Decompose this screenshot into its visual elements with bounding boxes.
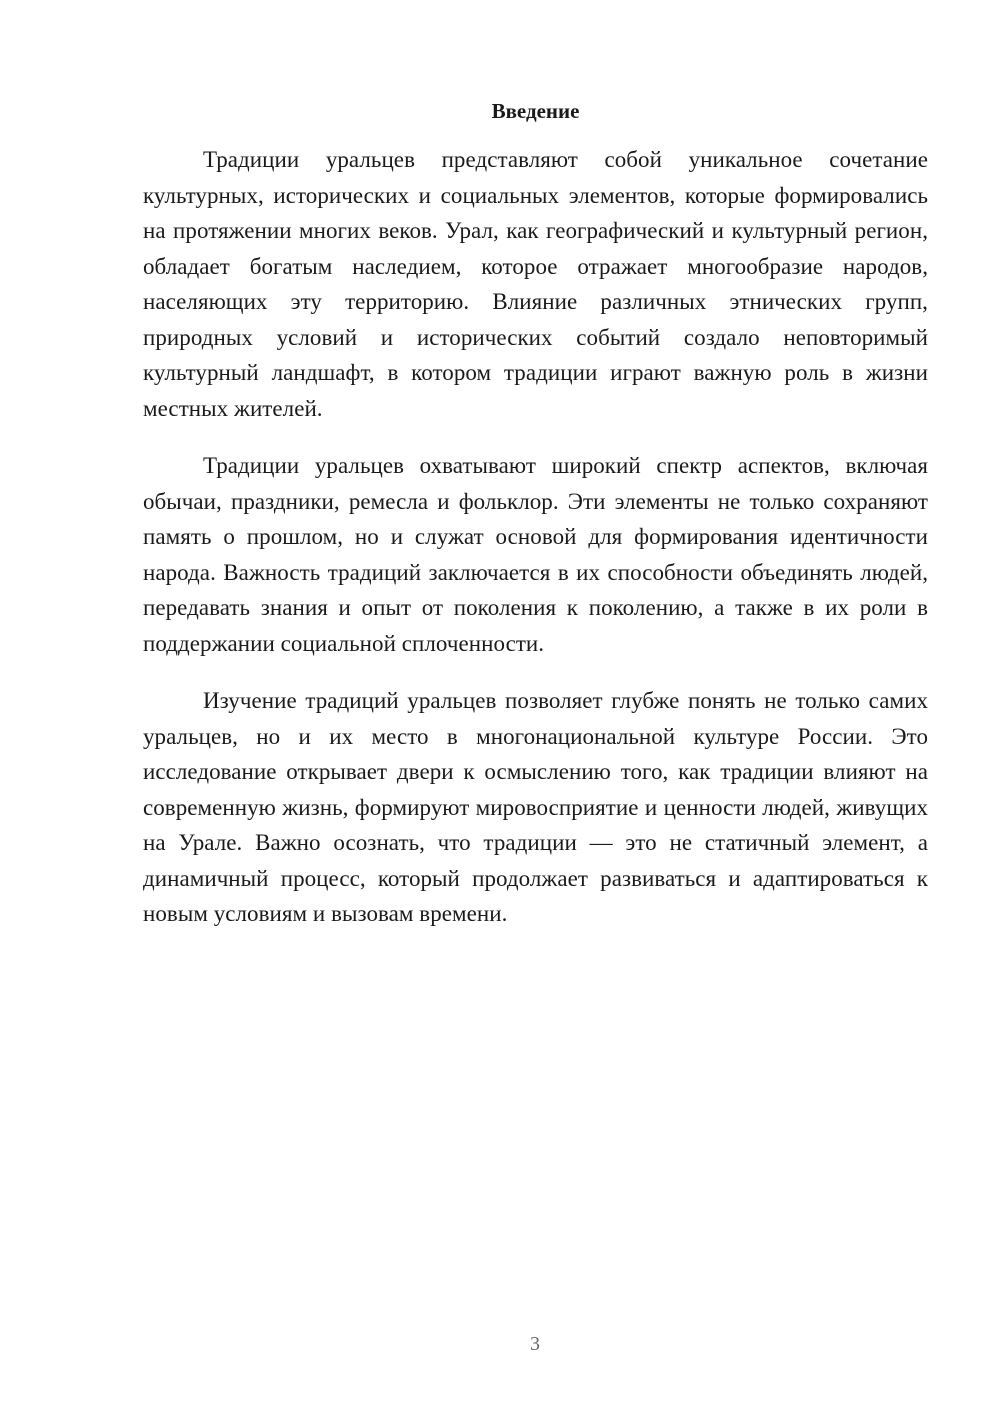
page-title: Введение — [491, 99, 580, 123]
document-body — [143, 142, 928, 954]
paragraph-3: Изучение традиций уральцев позволяет глубже понять не только самих уральцев, но и их место в многонациональной культуре России. Это исследование открывает двери к осмыслению того, как традиции влияют на современную жизнь, формируют мировосприятие и ценности людей, живущих на Урале. Важно осознать, что традиции — это не статичный элемент, а динамичный процесс, который продолжает развиваться и адаптироваться к новым условиям и вызовам времени. — [143, 688, 928, 926]
paragraph-2: Традиции уральцев охватывают широкий спектр аспектов, включая обычаи, праздники, ремесла и фольклор. Эти элементы не только сохраняют память о прошлом, но и служат основой для формирования идентичности народа. Важность традиций заключается в их способности объединять людей, передавать знания и опыт от поколения к поколению, а также в их роли в поддержании социальной сплоченности. — [143, 453, 928, 656]
paragraph-1: Традиции уральцев представляют собой уникальное сочетание культурных, исторических и социальных элементов, которые формировались на протяжении многих веков. Урал, как географический и культурный регион, обладает богатым наследием, которое отражает многообразие народов, населяющих эту территорию. Влияние различных этнических групп, природных условий и исторических событий создало неповторимый культурный ландшафт, в котором традиции играют важную роль в жизни местных жителей. — [143, 147, 928, 421]
page-number: 3 — [530, 1333, 540, 1355]
